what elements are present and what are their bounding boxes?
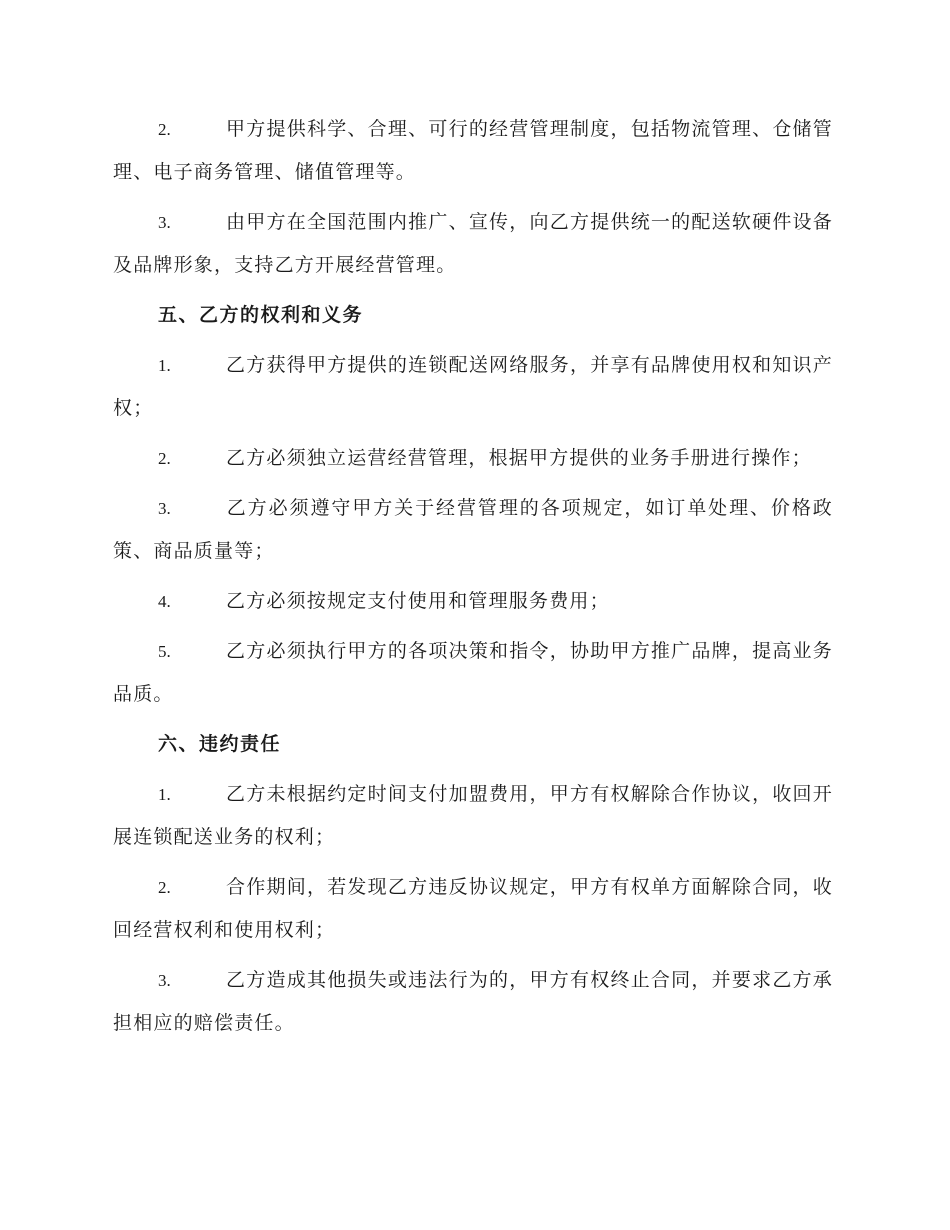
clause-item (113, 959, 833, 1045)
clause-text: 乙方未根据约定时间支付加盟费用，甲方有权解除合作协议，收回开展连锁配送业务的权利； (113, 783, 833, 848)
clause-item (113, 580, 833, 623)
clause-item (113, 108, 833, 194)
clause-number: 3. (158, 213, 171, 232)
section-heading: 五、乙方的权利和义务 (158, 304, 364, 326)
clause-item (113, 344, 833, 430)
clause-number: 2. (158, 120, 171, 139)
clause-item (113, 487, 833, 573)
clause-number: 5. (158, 642, 171, 661)
clause-number: 4. (158, 592, 171, 611)
clause-number: 2. (158, 449, 171, 468)
clause-number: 1. (158, 785, 171, 804)
clause-number: 2. (158, 878, 171, 897)
clause-number: 3. (158, 971, 171, 990)
clause-text: 由甲方在全国范围内推广、宣传，向乙方提供统一的配送软硬件设备及品牌形象，支持乙方开展经营管理。 (113, 211, 833, 276)
document-body (113, 108, 833, 1052)
clause-text: 合作期间，若发现乙方违反协议规定，甲方有权单方面解除合同，收回经营权利和使用权利； (113, 876, 833, 941)
section-heading: 六、违约责任 (158, 733, 282, 755)
clause-item (113, 866, 833, 952)
clause-number: 1. (158, 356, 171, 375)
clause-text: 乙方必须执行甲方的各项决策和指令，协助甲方推广品牌，提高业务品质。 (113, 640, 833, 705)
clause-number: 3. (158, 499, 171, 518)
clause-item (113, 773, 833, 859)
clause-text: 乙方必须按规定支付使用和管理服务费用； (226, 590, 610, 612)
clause-item (113, 437, 833, 480)
clause-text: 乙方必须遵守甲方关于经营管理的各项规定，如订单处理、价格政策、商品质量等； (113, 497, 833, 562)
clause-text: 乙方造成其他损失或违法行为的，甲方有权终止合同，并要求乙方承担相应的赔偿责任。 (113, 969, 833, 1034)
clause-text: 乙方获得甲方提供的连锁配送网络服务，并享有品牌使用权和知识产权； (113, 354, 833, 419)
clause-text: 甲方提供科学、合理、可行的经营管理制度，包括物流管理、仓储管理、电子商务管理、储值管理等。 (113, 118, 833, 183)
clause-item (113, 201, 833, 287)
clause-text: 乙方必须独立运营经营管理，根据甲方提供的业务手册进行操作； (226, 447, 812, 469)
clause-item (113, 630, 833, 716)
